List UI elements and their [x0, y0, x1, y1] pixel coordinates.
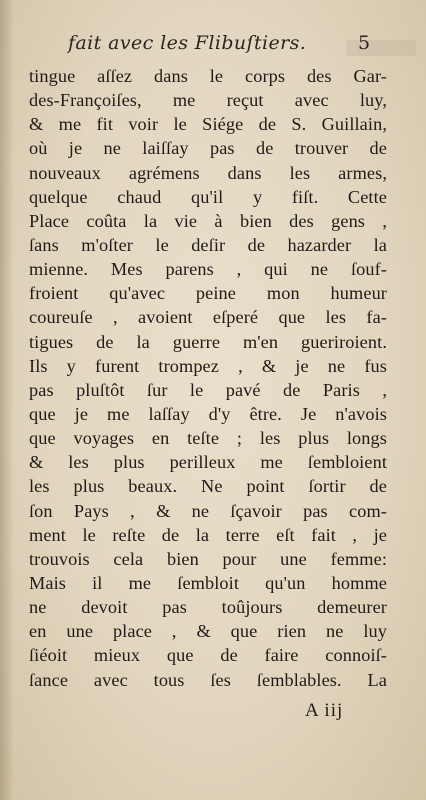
- binding-shadow: [0, 0, 14, 800]
- text-line: trouvois cela bien pour une femme:: [29, 548, 387, 569]
- text-line: ne devoit pas toûjours demeurer: [29, 597, 387, 618]
- text-line: ſon Pays , & ne ſçavoir pas com-: [29, 500, 387, 521]
- text-line: que je me laſſay d'y être. Je n'avois: [29, 403, 387, 424]
- running-head: [0, 32, 426, 60]
- text-line: tingue aſſez dans le corps des Gar-: [29, 66, 387, 86]
- text-line: ſiéoit mieux que de faire connoiſ-: [29, 645, 387, 666]
- text-line: des-Françoiſes, me reçut avec luy,: [29, 90, 387, 111]
- text-line: que voyages en teſte ; les plus longs: [29, 428, 387, 449]
- text-line: pas pluſtôt ſur le pavé de Paris ,: [29, 379, 387, 400]
- text-line: tigues de la guerre m'en gueriroient.: [29, 331, 387, 352]
- text-line: les plus beaux. Ne point ſortir de: [29, 476, 387, 497]
- text-line: où je ne laiſſay pas de trouver de: [29, 138, 387, 159]
- page-number: 5: [358, 32, 371, 54]
- text-line: ſans m'oſter le deſir de hazarder la: [29, 234, 387, 255]
- text-line: froient qu'avec peine mon humeur: [29, 283, 387, 304]
- text-line: Ils y furent trompez , & je ne fus: [29, 355, 387, 376]
- text-line: & me fit voir le Siége de S. Guillain,: [29, 114, 387, 135]
- text-line: Mais il me ſembloit qu'un homme: [29, 572, 387, 593]
- text-line: en une place , & que rien ne luy: [29, 621, 387, 642]
- text-line: coureuſe , avoient eſperé que les fa-: [29, 307, 387, 328]
- text-line: & les plus perilleux me ſembloient: [29, 452, 387, 473]
- running-title: fait avec les Flibuſtiers.: [68, 32, 307, 54]
- text-line: mienne. Mes parens , qui ne ſouf-: [29, 259, 387, 280]
- text-line: ment le reſte de la terre eſt fait , je: [29, 524, 387, 545]
- text-line: Place coûta la vie à bien des gens ,: [29, 210, 387, 231]
- text-line: nouveaux agrémens dans les armes,: [29, 162, 387, 183]
- signature-mark: A iij: [305, 700, 344, 721]
- text-line: ſance avec tous ſes ſemblables. La: [29, 669, 387, 690]
- body-text: [29, 64, 387, 692]
- text-line: quelque chaud qu'il y fiſt. Cette: [29, 186, 387, 207]
